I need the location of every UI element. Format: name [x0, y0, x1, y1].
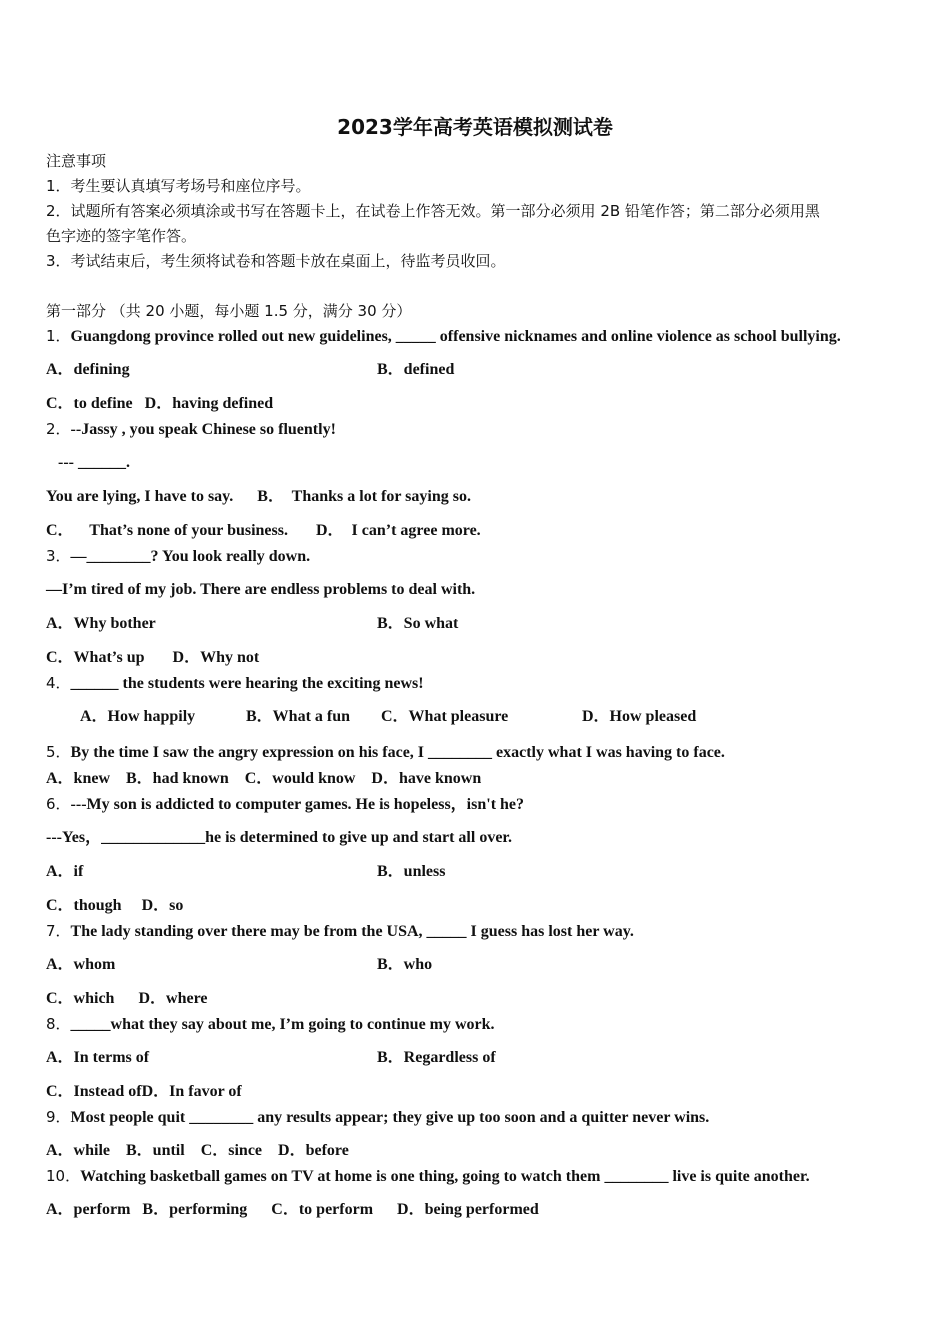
notice-item-1: 1．考生要认真填写考场号和座位序号。 [46, 177, 311, 195]
question-7-stem: 7．The lady standing over there may be from the USA, _____ I guess has lost her way. [46, 922, 634, 940]
question-4-option-b: B．What a fun [246, 708, 351, 725]
question-3-options-cd: C．What’s up D．Why not [46, 649, 260, 666]
question-7-options-cd: C．which D．where [46, 990, 208, 1007]
question-3-reply: —I’m tired of my job. There are endless problems to deal with. [46, 581, 476, 598]
section-heading: 第一部分 （共 20 小题，每小题 1.5 分，满分 30 分） [46, 302, 412, 320]
question-6-option-b: B．unless [377, 863, 446, 880]
question-7-number: 7． [46, 922, 71, 940]
question-2-options-cd: C． That’s none of your business. D． I can’t agree more. [46, 522, 481, 539]
question-6-reply: ---Yes，_____________he is determined to give up and start all over. [46, 829, 513, 846]
question-5-stem: 5．By the time I saw the angry expression on his face, I ________ exactly what I was having to face. [46, 743, 725, 761]
question-4-option-d: D．How pleased [582, 708, 697, 725]
question-9-options: A．while B．until C．since D．before [46, 1142, 349, 1159]
question-2-reply: --- ______. [58, 454, 130, 471]
question-5-options: A．knew B．had known C．would know D．have known [46, 770, 482, 787]
question-4-option-c: C．What pleasure [381, 708, 509, 725]
page-title: 2023学年高考英语模拟测试卷 [337, 115, 613, 139]
question-1-option-a: A．defining [46, 361, 130, 378]
question-10-options: A．perform B．performing C．to perform D．being performed [46, 1201, 539, 1218]
question-8-option-a: A．In terms of [46, 1049, 150, 1066]
question-8-stem: 8．_____what they say about me, I’m going to continue my work. [46, 1015, 495, 1033]
question-4-option-a: A．How happily [80, 708, 196, 725]
question-7-option-a: A．whom [46, 956, 116, 973]
question-1-option-b: B．defined [377, 361, 455, 378]
question-3-option-b: B．So what [377, 615, 459, 632]
notice-item-3: 3．考试结束后，考生须将试卷和答题卡放在桌面上，待监考员收回。 [46, 252, 506, 270]
question-10-stem: 10．Watching basketball games on TV at home is one thing, going to watch them ________ live is quite another. [46, 1167, 810, 1185]
question-8-number: 8． [46, 1015, 71, 1033]
question-6-stem: 6．---My son is addicted to computer games. He is hopeless，isn't he? [46, 795, 525, 813]
question-2-options-ab: You are lying, I have to say. B． Thanks a lot for saying so. [46, 488, 471, 505]
question-9-number: 9． [46, 1108, 71, 1126]
question-3-option-a: A．Why bother [46, 615, 156, 632]
question-1-options-cd: C．to define D．having defined [46, 395, 274, 412]
question-1-stem: 1．Guangdong province rolled out new guidelines, _____ offensive nicknames and online violence as school bullying. [46, 327, 841, 345]
question-4-number: 4． [46, 674, 71, 692]
question-2-stem: 2．--Jassy , you speak Chinese so fluently! [46, 420, 336, 438]
question-6-number: 6． [46, 795, 71, 813]
notice-heading: 注意事项 [46, 152, 107, 170]
question-3-stem: 3．—________? You look really down. [46, 547, 311, 565]
question-9-stem: 9．Most people quit ________ any results appear; they give up too soon and a quitter never wins. [46, 1108, 710, 1126]
question-2-number: 2． [46, 420, 71, 438]
question-1-number: 1． [46, 327, 71, 345]
question-8-option-b: B．Regardless of [377, 1049, 496, 1066]
notice-item-2-cont: 色字迹的签字笔作答。 [46, 227, 197, 245]
question-3-number: 3． [46, 547, 71, 565]
question-7-option-b: B．who [377, 956, 433, 973]
notice-item-2: 2．试题所有答案必须填涂或书写在答题卡上，在试卷上作答无效。第一部分必须用 2B 铅笔作答；第二部分必须用黑 [46, 202, 820, 220]
question-6-option-a: A．if [46, 863, 84, 880]
question-10-number: 10． [46, 1167, 81, 1185]
question-4-stem: 4．______ the students were hearing the exciting news! [46, 674, 424, 692]
question-8-options-cd: C．Instead ofD．In favor of [46, 1083, 242, 1100]
question-6-options-cd: C．though D．so [46, 897, 184, 914]
question-5-number: 5． [46, 743, 71, 761]
